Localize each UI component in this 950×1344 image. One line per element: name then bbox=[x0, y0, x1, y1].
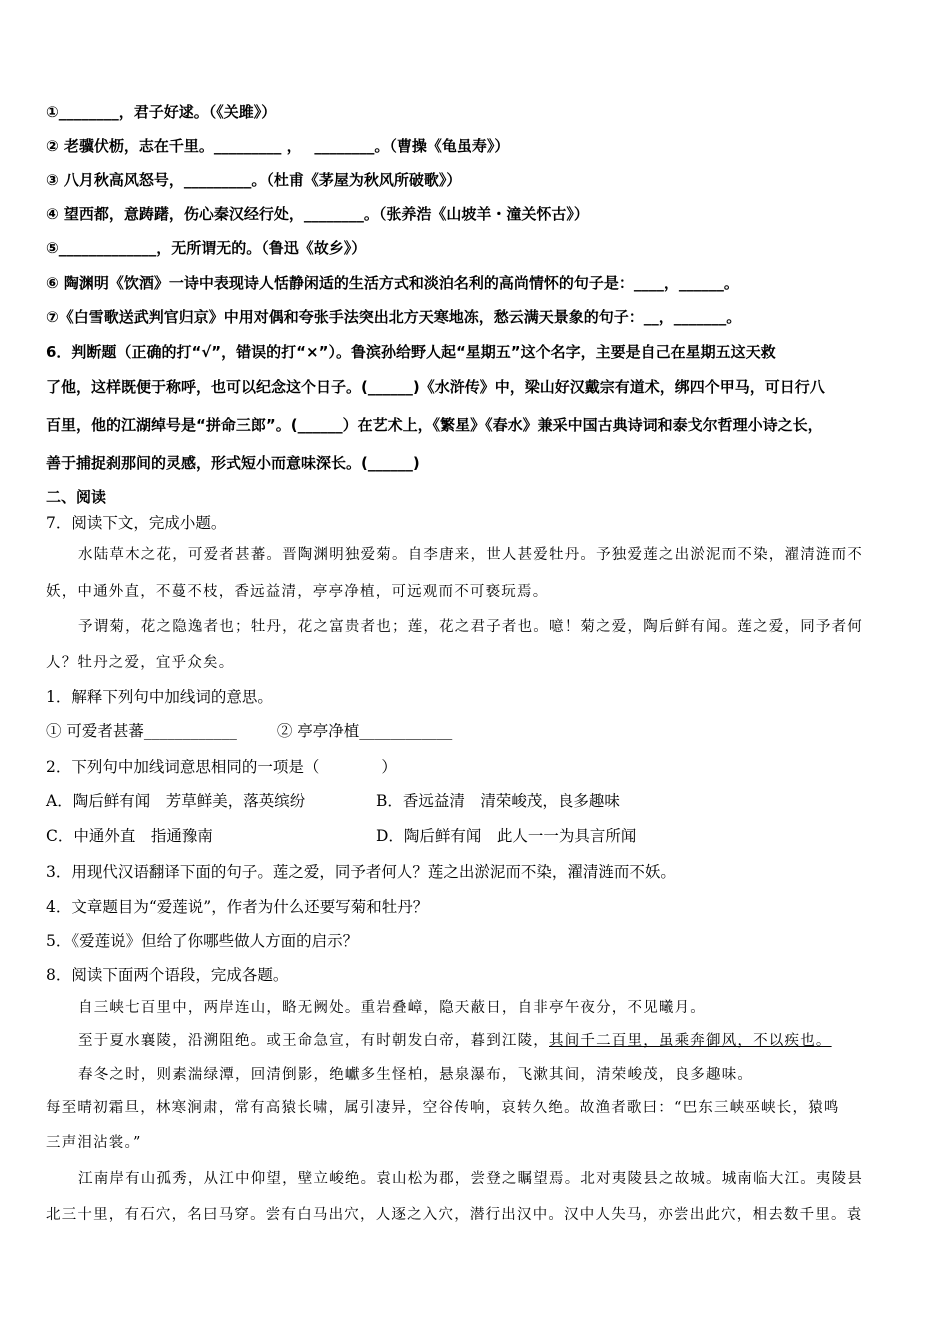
sub-question-1-items bbox=[46, 721, 452, 741]
poem-fill-4: ④ 望西都，意踌躇，伤心秦汉经行处，________。（张养浩《山坡羊・潼关怀古》） bbox=[46, 205, 589, 223]
sub-question-4: 4．文章题目为“爱莲说”，作者为什么还要写菊和牡丹？ bbox=[46, 898, 429, 916]
option-a: A．陶后鲜有闻 芳草鲜美，落英缤纷 bbox=[46, 792, 306, 810]
option-b: B．香远益清 清荣峻茂，良多趣味 bbox=[376, 792, 620, 810]
question-6-line-1: 6．判断题（正确的打“√”，错误的打“×”）。鲁滨孙给野人起“星期五”这个名字，主要是自己在星期五这天救 bbox=[46, 343, 776, 361]
sub-question-1-item-b: ② 亭亭净植____________ bbox=[276, 722, 453, 740]
poem-fill-2: ② 老骥伏枥，志在千里。_________ ， ________。（曹操《龟虽寿》） bbox=[46, 137, 510, 155]
sub-question-3: 3．用现代汉语翻译下面的句子。莲之爱，同予者何人？莲之出淤泥而不染，濯清涟而不妖。 bbox=[46, 863, 676, 881]
three-gorges-line-4: 每至晴初霜旦，林寒涧肃，常有高猿长啸，属引凄异，空谷传响，哀转久绝。故渔者歌曰：“巴东三峡巫峡长，猿鸣 bbox=[46, 1100, 840, 1116]
question-6-line-3: 百里，他的江湖绰号是“拼命三郎”。(______）在艺术上，《繁星》《春水》兼采中国古典诗词和泰戈尔哲理小诗之长， bbox=[46, 416, 823, 434]
question-8-intro: 8．阅读下面两个语段，完成各题。 bbox=[46, 966, 289, 984]
three-gorges-line-2 bbox=[78, 1031, 832, 1051]
sub-question-2: 2．下列句中加线词意思相同的一项是（ ） bbox=[46, 758, 397, 776]
option-c: C．中通外直 指通豫南 bbox=[46, 827, 213, 845]
sub-question-1: 1．解释下列句中加线词的意思。 bbox=[46, 688, 273, 706]
question-6-line-2: 了他，这样既便于称呼，也可以纪念这个日子。(______)《水浒传》中，梁山好汉戴宗有道术，绑四个甲马，可日行八 bbox=[46, 378, 825, 396]
poem-fill-7: ⑦《白雪歌送武判官归京》中用对偶和夸张手法突出北方天寒地冻，愁云满天景象的句子：__，_______。 bbox=[46, 308, 742, 326]
three-gorges-line-5: 三声泪沾裳。” bbox=[46, 1135, 142, 1151]
option-d: D．陶后鲜有闻 此人一一为具言所闻 bbox=[376, 827, 637, 845]
passage-2-line-2: 人？牡丹之爱，宜乎众矣。 bbox=[46, 655, 235, 671]
passage-b-line-1: 江南岸有山孤秀，从江中仰望，壁立峻绝。袁山松为郡，尝登之瞩望焉。北对夷陵县之故城。城南临大江。夷陵县 bbox=[78, 1171, 863, 1187]
three-gorges-line-3: 春冬之时，则素湍绿潭，回清倒影，绝巘多生怪柏，悬泉瀑布，飞漱其间，清荣峻茂，良多趣味。 bbox=[78, 1067, 754, 1083]
options-row-2 bbox=[46, 826, 906, 846]
section-heading-reading: 二、阅读 bbox=[46, 488, 107, 506]
poem-fill-5: ⑤_____________，无所谓无的。（鲁迅《故乡》） bbox=[46, 239, 367, 257]
passage-2-line-1: 予谓菊，花之隐逸者也；牡丹，花之富贵者也；莲，花之君子者也。噫！菊之爱，陶后鲜有闻。莲之爱，同予者何 bbox=[78, 619, 863, 635]
three-gorges-line-2-text: 至于夏水襄陵，沿溯阻绝。或王命急宣，有时朝发白帝，暮到江陵， bbox=[78, 1033, 549, 1049]
passage-1-line-1: 水陆草木之花，可爱者甚蕃。晋陶渊明独爱菊。自李唐来，世人甚爱牡丹。予独爱莲之出淤泥而不染，濯清涟而不 bbox=[78, 547, 863, 563]
poem-fill-3: ③ 八月秋高风怒号，_________。（杜甫《茅屋为秋风所破歌》） bbox=[46, 171, 462, 189]
sub-question-1-item-a: ① 可爱者甚蕃____________ bbox=[46, 722, 237, 740]
question-6-line-4: 善于捕捉刹那间的灵感，形式短小而意味深长。(______) bbox=[46, 454, 420, 472]
poem-fill-6: ⑥ 陶渊明《饮酒》一诗中表现诗人恬静闲适的生活方式和淡泊名利的高尚情怀的句子是：____，______。 bbox=[46, 274, 739, 292]
poem-fill-1: ①________，君子好逑。（《关雎》） bbox=[46, 103, 277, 121]
question-7-intro: 7．阅读下文，完成小题。 bbox=[46, 514, 227, 532]
three-gorges-line-1: 自三峡七百里中，两岸连山，略无阙处。重岩叠嶂，隐天蔽日，自非亭午夜分，不见曦月。 bbox=[78, 1000, 706, 1016]
options-row-1 bbox=[46, 791, 906, 811]
passage-b-line-2: 北三十里，有石穴，名曰马穿。尝有白马出穴，人逐之入穴，潜行出汉中。汉中人失马，亦尝出此穴，相去数千里。袁 bbox=[46, 1207, 863, 1223]
sub-question-5: 5．《爱莲说》但给了你哪些做人方面的启示？ bbox=[46, 932, 359, 950]
underlined-sentence: 其间千二百里，虽乘奔御风，不以疾也。 bbox=[549, 1033, 832, 1049]
passage-1-line-2: 妖，中通外直，不蔓不枝，香远益清，亭亭净植，可远观而不可亵玩焉。 bbox=[46, 584, 549, 600]
